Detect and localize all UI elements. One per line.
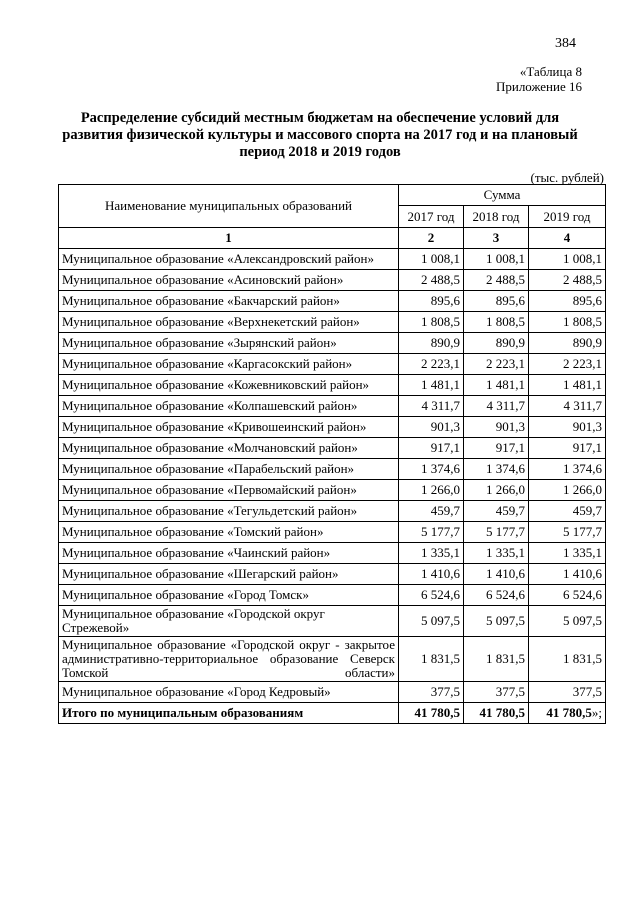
municipality-name: Муниципальное образование «Первомайский район» bbox=[59, 480, 399, 501]
municipality-name: Муниципальное образование «Парабельский район» bbox=[59, 459, 399, 480]
value-2017: 1 335,1 bbox=[399, 543, 464, 564]
value-2019: 459,7 bbox=[529, 501, 606, 522]
municipality-name: Муниципальное образование «Каргасокский район» bbox=[59, 354, 399, 375]
municipality-name: Муниципальное образование «Город Кедровый» bbox=[59, 682, 399, 703]
total-2018: 41 780,5 bbox=[464, 703, 529, 724]
appendix-reference bbox=[496, 64, 582, 94]
column-number: 4 bbox=[529, 228, 606, 249]
table-row bbox=[59, 522, 606, 543]
value-2018: 377,5 bbox=[464, 682, 529, 703]
value-2018: 4 311,7 bbox=[464, 396, 529, 417]
municipality-name: Муниципальное образование «Колпашевский район» bbox=[59, 396, 399, 417]
municipality-name: Муниципальное образование «Городской округ - закрытое административно-территориальное образование Северск Томской области» bbox=[59, 637, 399, 682]
value-2019: 1 335,1 bbox=[529, 543, 606, 564]
total-label: Итого по муниципальным образованиям bbox=[59, 703, 399, 724]
value-2018: 5 097,5 bbox=[464, 606, 529, 637]
value-2017: 2 488,5 bbox=[399, 270, 464, 291]
table-row bbox=[59, 543, 606, 564]
header-year-2019: 2019 год bbox=[529, 206, 606, 228]
municipality-name: Муниципальное образование «Зырянский район» bbox=[59, 333, 399, 354]
page-number: 384 bbox=[555, 36, 576, 51]
value-2017: 377,5 bbox=[399, 682, 464, 703]
municipality-name: Муниципальное образование «Бакчарский район» bbox=[59, 291, 399, 312]
value-2018: 2 223,1 bbox=[464, 354, 529, 375]
table-row bbox=[59, 417, 606, 438]
value-2018: 6 524,6 bbox=[464, 585, 529, 606]
value-2018: 5 177,7 bbox=[464, 522, 529, 543]
table-row bbox=[59, 682, 606, 703]
value-2017: 5 097,5 bbox=[399, 606, 464, 637]
value-2018: 1 374,6 bbox=[464, 459, 529, 480]
municipality-name: Муниципальное образование «Шегарский район» bbox=[59, 564, 399, 585]
table-row bbox=[59, 375, 606, 396]
table-row bbox=[59, 333, 606, 354]
value-2018: 890,9 bbox=[464, 333, 529, 354]
municipality-name: Муниципальное образование «Кривошеинский район» bbox=[59, 417, 399, 438]
value-2019: 1 808,5 bbox=[529, 312, 606, 333]
value-2019: 1 831,5 bbox=[529, 637, 606, 682]
appendix-label: Приложение 16 bbox=[495, 79, 582, 94]
table-row bbox=[59, 438, 606, 459]
value-2018: 1 335,1 bbox=[464, 543, 529, 564]
value-2019: 2 223,1 bbox=[529, 354, 606, 375]
value-2018: 1 008,1 bbox=[464, 249, 529, 270]
value-2019: 2 488,5 bbox=[529, 270, 606, 291]
municipality-name: Муниципальное образование «Асиновский район» bbox=[59, 270, 399, 291]
value-2018: 459,7 bbox=[464, 501, 529, 522]
value-2017: 895,6 bbox=[399, 291, 464, 312]
value-2018: 1 831,5 bbox=[464, 637, 529, 682]
document-title: Распределение субсидий местным бюджетам на обеспечение условий для развития физической культуры и массового спорта на 2017 год и на плановый период 2018 и 2019 годов bbox=[62, 110, 578, 160]
value-2019: 901,3 bbox=[529, 417, 606, 438]
value-2019: 5 177,7 bbox=[529, 522, 606, 543]
table-row bbox=[59, 637, 606, 682]
value-2018: 1 410,6 bbox=[464, 564, 529, 585]
municipality-name: Муниципальное образование «Кожевниковский район» bbox=[59, 375, 399, 396]
value-2017: 1 266,0 bbox=[399, 480, 464, 501]
value-2019: 377,5 bbox=[529, 682, 606, 703]
table-row bbox=[59, 564, 606, 585]
value-2018: 2 488,5 bbox=[464, 270, 529, 291]
closing-quote: »; bbox=[591, 705, 603, 720]
value-2018: 917,1 bbox=[464, 438, 529, 459]
column-number: 1 bbox=[59, 228, 399, 249]
value-2018: 1 266,0 bbox=[464, 480, 529, 501]
table-row bbox=[59, 291, 606, 312]
table-row bbox=[59, 396, 606, 417]
value-2017: 1 008,1 bbox=[399, 249, 464, 270]
value-2017: 2 223,1 bbox=[399, 354, 464, 375]
value-2018: 1 808,5 bbox=[464, 312, 529, 333]
total-2019 bbox=[529, 703, 606, 724]
value-2017: 4 311,7 bbox=[399, 396, 464, 417]
header-year-2018: 2018 год bbox=[464, 206, 529, 228]
table-label: «Таблица 8 bbox=[519, 64, 582, 79]
column-number: 2 bbox=[399, 228, 464, 249]
table-row bbox=[59, 270, 606, 291]
value-2019: 890,9 bbox=[529, 333, 606, 354]
municipality-name: Муниципальное образование «Александровский район» bbox=[59, 249, 399, 270]
value-2017: 459,7 bbox=[399, 501, 464, 522]
municipality-name: Муниципальное образование «Чаинский район» bbox=[59, 543, 399, 564]
total-row bbox=[59, 703, 606, 724]
value-2017: 901,3 bbox=[399, 417, 464, 438]
municipality-name: Муниципальное образование «Город Томск» bbox=[59, 585, 399, 606]
value-2019: 1 008,1 bbox=[529, 249, 606, 270]
value-2017: 5 177,7 bbox=[399, 522, 464, 543]
value-2019: 4 311,7 bbox=[529, 396, 606, 417]
value-2017: 6 524,6 bbox=[399, 585, 464, 606]
table-row bbox=[59, 459, 606, 480]
header-year-2017: 2017 год bbox=[399, 206, 464, 228]
value-2017: 1 374,6 bbox=[399, 459, 464, 480]
value-2018: 895,6 bbox=[464, 291, 529, 312]
table-row bbox=[59, 585, 606, 606]
value-2017: 1 481,1 bbox=[399, 375, 464, 396]
value-2019: 1 266,0 bbox=[529, 480, 606, 501]
header-sum: Сумма bbox=[399, 185, 606, 206]
table-row bbox=[59, 312, 606, 333]
value-2019: 895,6 bbox=[529, 291, 606, 312]
value-2018: 901,3 bbox=[464, 417, 529, 438]
municipality-name: Муниципальное образование «Молчановский район» bbox=[59, 438, 399, 459]
table-row bbox=[59, 249, 606, 270]
municipality-name: Муниципальное образование «Городской округ Стрежевой» bbox=[59, 606, 399, 637]
value-2019: 6 524,6 bbox=[529, 585, 606, 606]
value-2019: 1 410,6 bbox=[529, 564, 606, 585]
value-2017: 917,1 bbox=[399, 438, 464, 459]
value-2019: 5 097,5 bbox=[529, 606, 606, 637]
value-2018: 1 481,1 bbox=[464, 375, 529, 396]
table-row bbox=[59, 606, 606, 637]
header-municipality-name: Наименование муниципальных образований bbox=[59, 185, 399, 228]
value-2017: 1 831,5 bbox=[399, 637, 464, 682]
value-2017: 1 410,6 bbox=[399, 564, 464, 585]
table-row bbox=[59, 480, 606, 501]
value-2017: 1 808,5 bbox=[399, 312, 464, 333]
municipality-name: Муниципальное образование «Верхнекетский район» bbox=[59, 312, 399, 333]
table-row bbox=[59, 354, 606, 375]
column-number: 3 bbox=[464, 228, 529, 249]
subsidy-table bbox=[58, 184, 606, 724]
value-2019: 1 374,6 bbox=[529, 459, 606, 480]
municipality-name: Муниципальное образование «Томский район» bbox=[59, 522, 399, 543]
value-2019: 917,1 bbox=[529, 438, 606, 459]
value-2017: 890,9 bbox=[399, 333, 464, 354]
value-2019: 1 481,1 bbox=[529, 375, 606, 396]
total-2019-value: 41 780,5 bbox=[546, 705, 592, 720]
total-2017: 41 780,5 bbox=[399, 703, 464, 724]
municipality-name: Муниципальное образование «Тегульдетский район» bbox=[59, 501, 399, 522]
table-row bbox=[59, 501, 606, 522]
units-label: (тыс. рублей) bbox=[530, 170, 604, 185]
